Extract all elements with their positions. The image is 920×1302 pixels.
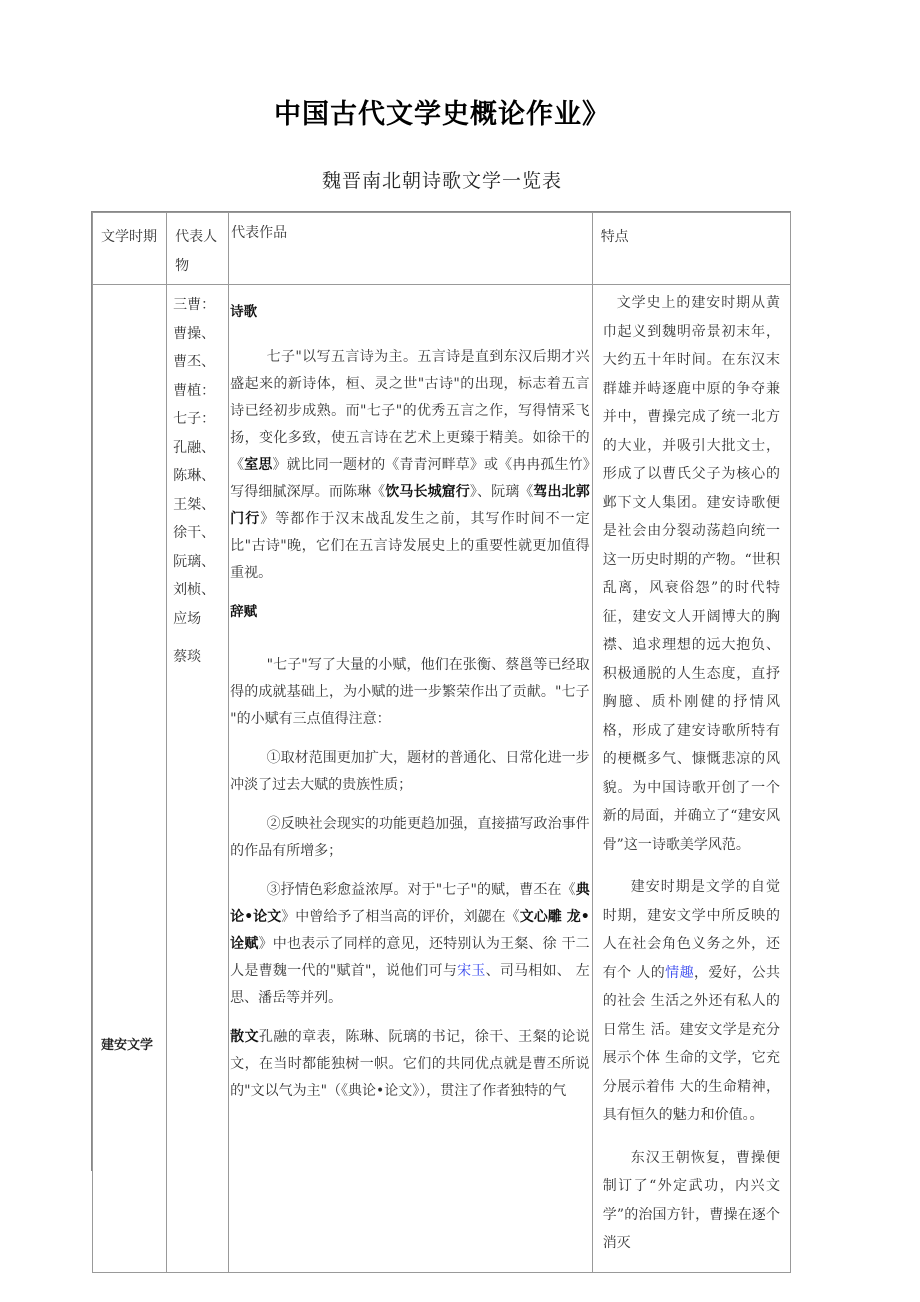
feature-paragraph [603,873,780,1130]
header-period: 文学时期 [101,229,157,245]
person-name: 蔡琰 [173,649,202,665]
person-name: 刘桢、 [173,582,216,598]
table-header-row [93,213,791,285]
paragraph [230,811,590,865]
text-segment: 》、阮璃《 [469,484,534,500]
table-row [93,285,791,1273]
text-link[interactable]: 宋玉 [457,963,486,979]
bold-text: 饮马长城窟行 [385,484,470,500]
bold-text: 散文 [230,1029,259,1045]
text-segment: 》中曾给予了相当高的评价，刘勰在《 [281,909,520,925]
period-cell: 建安文学 [101,1038,154,1053]
document-title: 中国古代文学史概论作业》 [274,99,610,130]
person-name: 徐干、 [173,525,216,541]
header-people: 代表人物 [175,229,218,274]
person-name: 王桀、 [173,496,216,513]
text-segment: ①取材范围更加扩大，题材的普通化、日常化进一步冲淡了过去大赋的贵族性质； [230,750,590,793]
works-cell [229,285,592,1105]
text-segment: ③抒情色彩愈益浓厚。对于"七子"的赋，曹丕在《 [266,882,576,898]
paragraph [230,877,590,1012]
text-segment: 建安时期是文学的自觉时期，建安文学中所反映的人在社会角色义务之外，还有个 人的 [602,879,780,981]
bold-text: 文心雕 龙•诠赋 [230,909,590,952]
bold-text: 室思 [244,457,273,473]
header-features: 特点 [600,229,629,245]
text-segment: 七子"以写五言诗为主。五言诗是直到东汉后期才兴盛起来的新诗体，桓、灵之世"古诗"的出现，标志着五言诗已经初步成熟。而"七子"的优秀五言之作，写得情采飞扬，变化多致，使五言诗在艺术上更臻于精美。如徐干的《 [230,349,590,473]
bold-text: 驾出北郭门行 [230,484,590,527]
text-segment: 孔融的章表，陈琳、阮璃的书记，徐干、王粲的论说文，在当时都能独树一帜。它们的共同优点就是曹丕所说的"文以气为主"（《典论•论文》），贯注了作者独特的气 [230,1029,590,1099]
bold-text: 典 论•论文 [230,882,590,925]
text-segment: ②反映社会现实的功能更趋加强，直接描写政治事件的作品有所增多； [230,816,590,859]
person-name: 曹植： [173,382,216,399]
person-name: 曹操、 [173,325,216,342]
paragraph [230,745,590,799]
literature-table [91,211,791,1251]
text-segment: 》等都作于汉末战乱发生之前，其写作时间不一定比"古诗"晚，它们在五言诗发展史上的重要性就更加值得重视。 [230,511,590,581]
feature-paragraph [603,289,780,859]
person-name: 阮璃、 [173,553,216,570]
paragraph [230,652,590,733]
paragraph [230,1024,590,1105]
text-segment: 》中也表示了同样的意见，还特别认为王粲、徐 干二人是曹魏一代的"赋首"，说他们可与 [230,936,590,979]
header-works: 代表作品 [231,225,288,241]
person-name: 七子： [173,411,216,427]
text-segment: "七子"写了大量的小赋，他们在张衡、蔡邕等已经取 得的成就基础上，为小赋的进一步繁荣作出了贡献。"七子 "的小赋有三点值得注意： [230,657,590,727]
person-name: 曹丕、 [173,354,216,370]
section-heading: 诗歌 [230,304,258,320]
section-heading: 辞赋 [230,604,258,620]
person-name: 三曹： [173,297,216,313]
features-cell [593,285,790,1258]
text-segment: ，爱好，公共的社会 生活之外还有私人的日常生 活。建安文学是充分展示个体 生命的文学，它充分展示着伟 大的生命精神，具有恒久的魅力和价值。。 [602,964,781,1123]
person-name: 孔融、 [173,439,216,456]
text-segment: 、司马相如、 左思、潘岳等并列。 [230,963,590,1006]
person-name: 陈琳、 [173,468,216,484]
table-title: 魏晋南北朝诗歌文学一览表 [321,170,562,192]
paragraph [230,344,590,587]
text-segment: 文学史上的建安时期从黄巾起义到魏明帝景初末年，大约五十年时间。在东汉末群雄并峙逐鹿中原的争夺兼并中，曹操完成了统一北方的大业，并吸引大批文士，形成了以曹氏父子为核心的邺下文人集团。建安诗歌便是社会由分裂动荡趋向统一这一历史时期的产物。“世积乱离，风衰俗怨”的时代特征，建安文人开阔博大的胸襟、追求理想的远大抱负、积极通脱的人生态度，直抒胸臆、质朴刚健的抒情风格，形成了建安诗歌所特有的梗概多气、慷慨悲凉的风貌。为中国诗歌开创了一个新的局面，并确立了“建安风骨”这一诗歌美学风范。 [602,295,780,853]
text-segment: 东汉王朝恢复，曹操便制订了“外定武功，内兴文学”的治国方针，曹操在逐个消灭 [602,1149,780,1251]
feature-paragraph [603,1144,780,1258]
text-segment: 》就比同一题材的《青青河畔草》或《冉冉孤生竹》写得细腻深厚。而陈琳《 [230,457,590,500]
people-cell [167,285,228,672]
text-link[interactable]: 情趣 [665,964,694,981]
person-name: 应场 [173,610,202,627]
